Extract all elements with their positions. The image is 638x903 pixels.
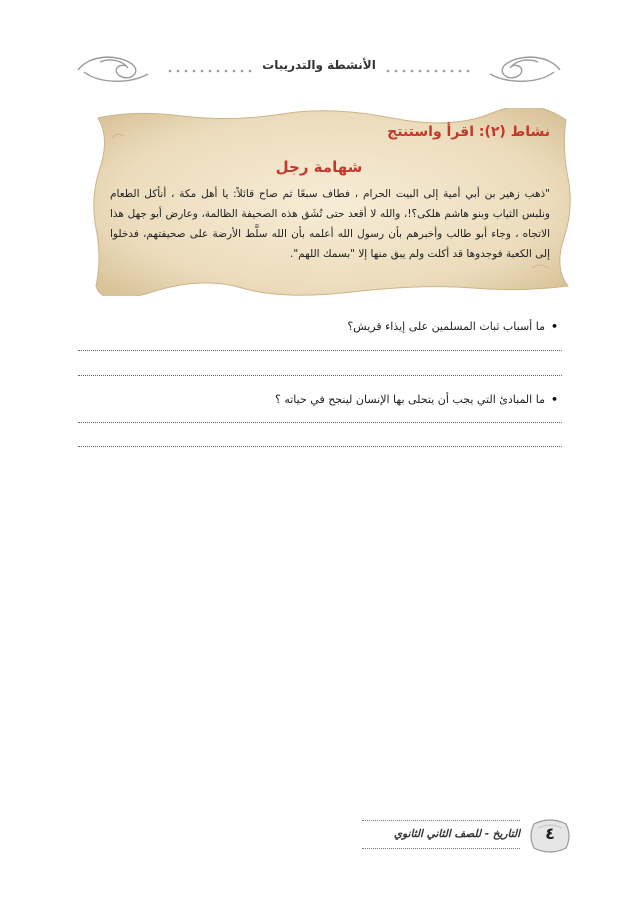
activity-title: نشاط (٢): اقرأ واستنتج — [387, 124, 550, 140]
question-2 — [275, 393, 558, 406]
footer-divider — [362, 848, 520, 849]
footer-divider — [362, 820, 520, 821]
answer-line[interactable] — [78, 446, 562, 447]
question-text: ما أسباب ثبات المسلمين على إيذاء قريش؟ — [347, 320, 545, 333]
footer-book-title: التاريخ - للصف الثاني الثانوي — [393, 828, 520, 840]
answer-line[interactable] — [78, 375, 562, 376]
answer-line[interactable] — [78, 350, 562, 351]
answer-line[interactable] — [78, 422, 562, 423]
bullet-icon: • — [550, 393, 558, 406]
bullet-icon: • — [550, 320, 558, 333]
story-title: شهامة رجل — [275, 158, 363, 176]
question-1 — [347, 320, 558, 333]
question-text: ما المبادئ التي يجب أن يتحلى بها الإنسان لينجح في حياته ؟ — [275, 393, 545, 406]
story-passage: "ذهب زهير بن أبي أمية إلى البيت الحرام ، فطاف سبعًا ثم صاح قائلاً: يا أهل مكة ، أنأكل الطعام ونلبس الثياب وبنو هاشم هلكى؟!، والله لا أقعد حتى تُشَق هذه الصحيفة الظالمة، وعارض أبو جهل هذا الاتجاه ، وجاء أبو طالب وأخبرهم بأن رسول الله أعلمه بأن الله سلَّط الأرضة على صحيفتهم، فدخلوا إلى الكعبة فوجدوها قد أكلت ولم يبق منها إلا "بسمك اللهم". — [110, 188, 550, 260]
page-header-title: الأنشطة والتدريبات — [0, 58, 638, 72]
page-number: ٤ — [545, 824, 555, 843]
